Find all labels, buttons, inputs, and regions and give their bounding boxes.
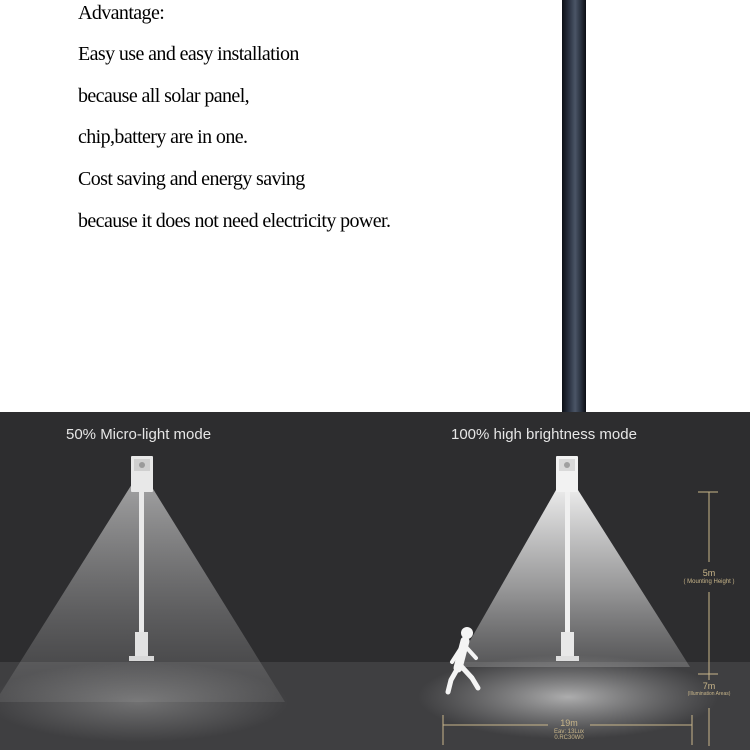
- advantage-line: because all solar panel,: [78, 85, 250, 107]
- illumination-width-label: [536, 719, 602, 742]
- high-brightness-mode-label: 100% high brightness mode: [451, 426, 637, 443]
- pole-base-left: [135, 632, 148, 656]
- pole-foot-left: [129, 656, 154, 661]
- advantage-heading: Advantage:: [78, 2, 165, 24]
- mounting-height-caption: ( Mounting Height ): [683, 578, 735, 585]
- pole-left: [139, 492, 144, 632]
- pole-foot-right: [556, 656, 579, 661]
- illumination-area-caption: (Illumination Areas): [687, 690, 731, 697]
- lighting-modes-scene: [0, 412, 750, 750]
- advantage-line: because it does not need electricity power.: [78, 210, 391, 232]
- illumination-width-value: 19m: [560, 718, 578, 728]
- illumination-area-value: 7m: [702, 681, 716, 691]
- lighting-illustration: [0, 412, 750, 750]
- advantage-line: Cost saving and energy saving: [78, 168, 305, 190]
- illumination-ratio: 0.RC30W0: [554, 735, 584, 742]
- lamp-sensor-right: [564, 462, 570, 468]
- lamp-sensor-left: [139, 462, 145, 468]
- micro-light-mode-label: 50% Micro-light mode: [66, 426, 212, 443]
- pole-right: [565, 492, 570, 632]
- advantage-line: Easy use and easy installation: [78, 43, 299, 65]
- illumination-lux: Eav: 13Lux: [553, 728, 585, 735]
- advantage-line: chip,battery are in one.: [78, 126, 248, 148]
- pole-base-right: [561, 632, 574, 656]
- lamp-pole-photo: [562, 0, 586, 414]
- illumination-area-label: [672, 682, 746, 697]
- mounting-height-value: 5m: [702, 568, 716, 578]
- mounting-height-label: [672, 569, 746, 585]
